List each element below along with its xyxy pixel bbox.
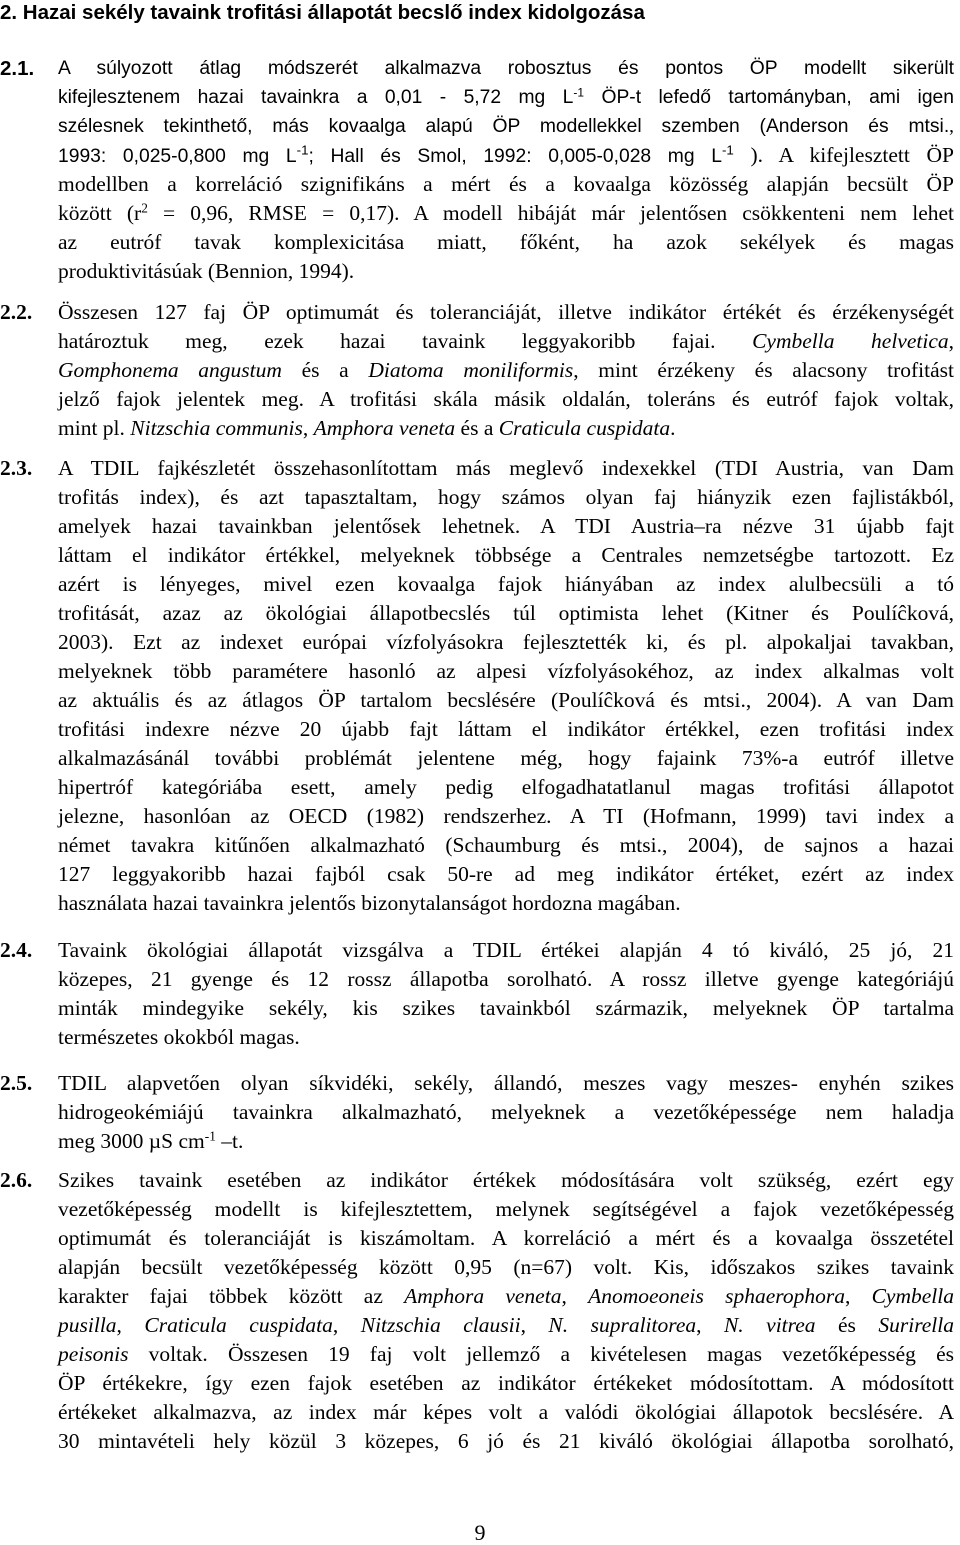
paragraph-line: amelyek hazai tavainkban jelentősek lehetnek. A TDI Austria–ra nézve 31 újabb fajt	[58, 514, 954, 538]
paragraph-line: azért is lényeges, mivel ezen kovaalga fajok hiányában az index alulbecsüli a tó	[58, 572, 954, 596]
paragraph-line: vezetőképesség modellt is kifejlesztettem, melynek segítségével a fajok vezetőképesség	[58, 1197, 954, 1221]
paragraph-line: 30 mintavételi hely közül 3 közepes, 6 jó és 21 kiváló ökológiai állapotba sorolható,	[58, 1429, 954, 1453]
paragraph-line: német tavakra kitűnően alkalmazható (Schaumburg és mtsi., 2004), de sajnos a hazai	[58, 833, 954, 857]
paragraph-line: értékeket alkalmazva, az index már képes volt a valódi ökológiai állapotok becslésére. A	[58, 1400, 954, 1424]
paragraph-line: meg 3000 µS $cm^{-1}$ –t.	[58, 1128, 244, 1153]
paragraph-line: szélesnek tekinthető, más kovaalga alapú ÖP modellekkel szemben (Anderson és mtsi.,	[58, 116, 954, 137]
paragraph-line: hipertróf kategóriába esett, amely pedig elfogadhatatlanul magas trofitási állapotot	[58, 775, 954, 799]
paragraph-line: Gomphonema angustum és a Diatoma moniliformis, mint érzékeny és alacsony trofitást	[58, 358, 955, 382]
paragraph-line: karakter fajai többek között az Amphora veneta, Anomoeoneis sphaerophora, Cymbella	[58, 1284, 954, 1308]
section-number: 2.3.	[0, 456, 33, 480]
paragraph-line: az aktuális és az átlagos ÖP tartalom becslésére (Poulíĉková és mtsi., 2004). A van Dam	[58, 688, 954, 712]
paragraph-line: Szikes tavaink esetében az indikátor értékek módosítására volt szükség, ezért egy	[58, 1168, 954, 1192]
paragraph-line: ÖP értékekre, így ezen fajok esetében az indikátor értékeket módosítottam. A módosított	[58, 1371, 954, 1395]
paragraph-line: modellben a korreláció szignifikáns a mért és a kovaalga közösség alapján becsült ÖP	[58, 172, 954, 196]
paragraph-line: trofitási indexre nézve 20 újabb fajt láttam el indikátor értékkel, ezen trofitási index	[58, 717, 954, 741]
paragraph-line: jelző fajok jelentek meg. A trofitási skála másik oldalán, toleráns és eutróf fajok voltak,	[58, 387, 954, 411]
paragraph-line: 127 leggyakoribb hazai fajból csak 50-re ad meg indikátor értéket, ezért az index	[58, 862, 954, 886]
paragraph-line: határoztuk meg, ezek hazai tavaink leggyakoribb fajai. Cymbella helvetica,	[58, 329, 954, 353]
paragraph-line: A súlyozott átlag módszerét alkalmazva robosztus és pontos ÖP modellt sikerült	[58, 58, 954, 79]
paragraph-line: közepes, 21 gyenge és 12 rossz állapotba sorolható. A rossz illetve gyenge kategóriájú	[58, 967, 954, 991]
page-number: 9	[474, 1520, 486, 1545]
paragraph-line: természetes okokból magas.	[58, 1025, 300, 1049]
chapter-heading: 2. Hazai sekély tavaink trofitási állapotát becslő index kidolgozása	[0, 1, 645, 24]
section-number: 2.2.	[0, 300, 33, 324]
paragraph-line: az eutróf tavak komplexicitása miatt, főként, ha azok sekélyek és magas	[58, 230, 954, 254]
paragraph-line: produktivitásúak (Bennion, 1994).	[58, 259, 355, 283]
paragraph-line: láttam el indikátor értékkel, melyeknek többsége a Centrales nemzetségbe tartozott. Ez	[58, 543, 954, 567]
paragraph-line: 1993: 0,025-0,800 mg $L^{-1}$; Hall és Smol, 1992: 0,005-0,028 mg $L^{-1}$ ). A kifejlesztett ÖP	[58, 142, 954, 167]
paragraph-line: 2003). Ezt az indexet európai vízfolyásokra fejlesztették ki, és pl. alpokaljai tavakban,	[58, 630, 954, 654]
section-number: 2.1.	[0, 57, 35, 80]
paragraph-line: peisonis voltak. Összesen 19 faj volt jellemző a kivételesen magas vezetőképesség és	[58, 1342, 954, 1366]
paragraph-line: trofitás index), és azt tapasztaltam, hogy számos olyan faj hiányzik ezen fajlistákból,	[58, 485, 954, 509]
paragraph-line: Tavaink ökológiai állapotát vizsgálva a TDIL értékei alapján 4 tó kiváló, 25 jó, 21	[58, 938, 954, 962]
paragraph-line: pusilla, Craticula cuspidata, Nitzschia clausii, N. supralitorea, N. vitrea és Surirella	[58, 1313, 955, 1337]
paragraph-line: Összesen 127 faj ÖP optimumát és toleranciáját, illetve indikátor értékét és érzékenységét	[58, 300, 954, 324]
section-number: 2.6.	[0, 1168, 33, 1192]
paragraph-line: minták mindegyike sekély, kis szikes tavainkból származik, melyeknek ÖP tartalma	[58, 996, 954, 1020]
paragraph-line: optimumát és toleranciáját is kiszámoltam. A korreláció a mért és a kovaalga összetétel	[58, 1226, 954, 1250]
section-number: 2.4.	[0, 938, 33, 962]
paragraph-line: melyeknek több paramétere hasonló az alpesi vízfolyásokéhoz, az index alkalmas volt	[58, 659, 954, 683]
paragraph-line: jelezne, hasonlóan az OECD (1982) rendszerhez. A TI (Hofmann, 1999) tavi index a	[58, 804, 954, 828]
paragraph-line: A TDIL fajkészletét összehasonlítottam más meglevő indexekkel (TDI Austria, van Dam	[58, 456, 954, 480]
paragraph-line: alapján becsült vezetőképesség között 0,95 (n=67) volt. Kis, időszakos szikes tavaink	[58, 1255, 954, 1279]
paragraph-line: kifejlesztenem hazai tavainkra a 0,01 - 5,72 mg $L^{-1}$ ÖP-t lefedő tartományban, ami igen	[58, 85, 954, 108]
paragraph-line: mint pl. Nitzschia communis, Amphora veneta és a Craticula cuspidata.	[58, 416, 676, 440]
section-number: 2.5.	[0, 1071, 33, 1095]
paragraph-line: trofitását, azaz az ökológiai állapotbecslés túl optimista lehet (Kitner és Poulíĉková,	[58, 601, 954, 625]
paragraph-line: használata hazai tavainkra jelentős bizonytalanságot hordozna magában.	[58, 891, 681, 915]
paragraph-line: TDIL alapvetően olyan síkvidéki, sekély, állandó, meszes vagy meszes- enyhén szikes	[58, 1071, 954, 1095]
paragraph-line: hidrogeokémiájú tavainkra alkalmazható, melyeknek a vezetőképessége nem haladja	[58, 1100, 954, 1124]
paragraph-line: alkalmazásánál további problémát jelentene még, hogy fajaink 73%-a eutróf illetve	[58, 746, 954, 770]
paragraph-line: között ($r^2 = 0,96$, RMSE = 0,17). A modell hibáját már jelentősen csökkenteni nem lehet	[58, 200, 954, 225]
